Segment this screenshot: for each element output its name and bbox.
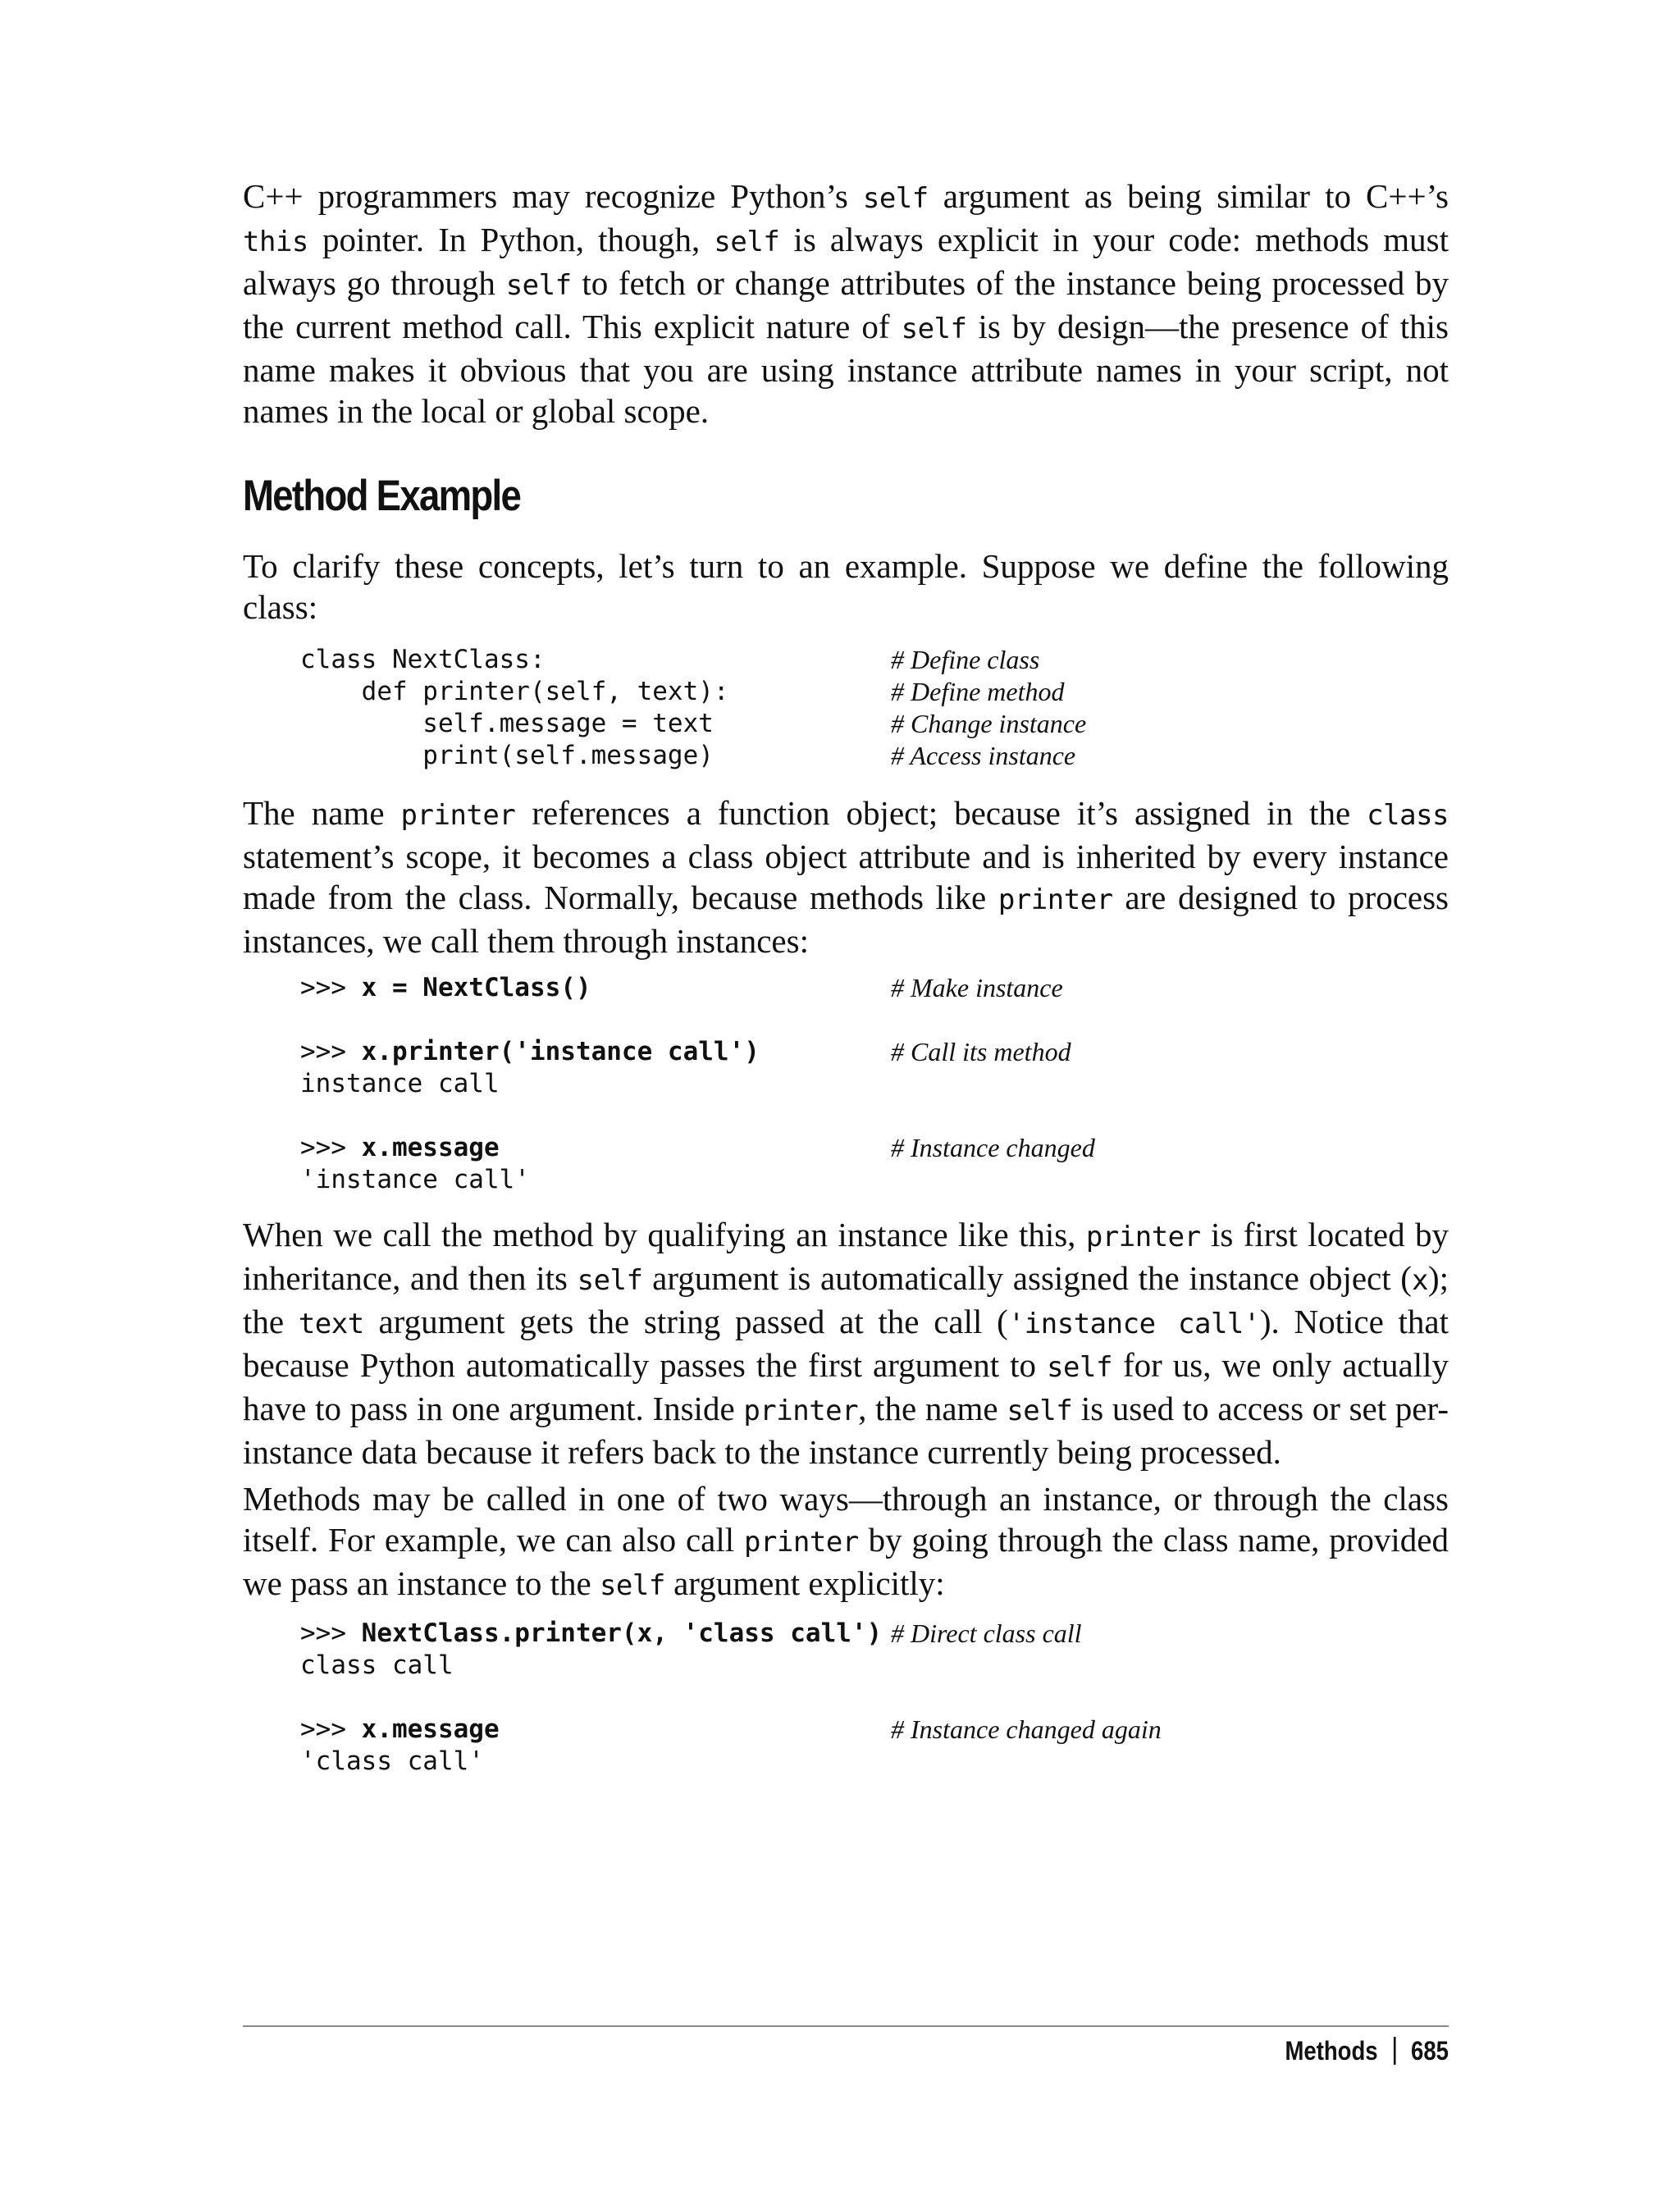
- code-text: self.message = text: [300, 709, 714, 738]
- code-comment: # Direct class call: [891, 1618, 1082, 1648]
- paragraph-two-ways: [243, 1478, 1449, 1606]
- paragraph-intro-example: To clarify these concepts, let’s turn to an example. Suppose we define the following class:: [243, 547, 1449, 626]
- code-line: [300, 1618, 1449, 1650]
- section-heading: Method Example: [243, 472, 521, 520]
- inline-code: printer: [400, 799, 516, 832]
- para2-text-1: The name: [243, 794, 401, 832]
- code-text: [300, 1036, 760, 1068]
- code-input: x = NextClass(): [361, 973, 591, 1002]
- para3-text-6: ). Notice that because Python automatically passes the first argument to: [243, 1303, 1449, 1384]
- prompt: >>>: [300, 1133, 362, 1162]
- code-text: class NextClass:: [300, 645, 546, 674]
- intro-text-5: to fetch or change attributes of the instance being processed by the current method call. This explicit nature of: [243, 264, 1449, 345]
- inline-code: self: [505, 269, 572, 302]
- intro-text-1: C++ programmers may recognize Python’s: [243, 177, 863, 215]
- code-text: [300, 1714, 500, 1746]
- code-line: [300, 1714, 1449, 1746]
- inline-code: self: [901, 313, 967, 345]
- code-text: [300, 1132, 500, 1164]
- inline-code: text: [298, 1308, 364, 1340]
- intro-text-3: pointer. In Python, though,: [308, 221, 714, 258]
- code-line: [300, 644, 1449, 676]
- prompt: >>>: [300, 1618, 362, 1648]
- code-block-class-definition: [300, 644, 1449, 772]
- code-input: x.message: [361, 1133, 500, 1162]
- prompt: >>>: [300, 1037, 362, 1066]
- intro-text-2: argument as being similar to C++’s: [928, 177, 1449, 215]
- code-block-instance-call: [300, 972, 1449, 1196]
- page-number: 685: [1411, 2036, 1449, 2066]
- para3-text-5: argument gets the string passed at the call (: [363, 1303, 1008, 1340]
- footer-section-title: Methods: [1285, 2036, 1378, 2066]
- inline-code: printer: [1085, 1221, 1201, 1253]
- blank-line: [300, 1682, 1449, 1714]
- intro-paragraph: [243, 176, 1449, 431]
- para3-text-2: is first located by inheritance, and then its: [243, 1216, 1449, 1297]
- code-comment: # Make instance: [891, 973, 1063, 1002]
- blank-line: [300, 1100, 1449, 1132]
- footer-separator: [1394, 2037, 1396, 2065]
- code-comment: # Instance changed again: [891, 1714, 1162, 1744]
- code-comment: # Change instance: [891, 709, 1087, 738]
- inline-code: this: [243, 226, 308, 258]
- code-text: def printer(self, text):: [300, 677, 729, 706]
- blank-line: [300, 1004, 1449, 1036]
- inline-code: class: [1367, 799, 1449, 832]
- inline-code: printer: [743, 1395, 859, 1427]
- code-text: [300, 1618, 882, 1650]
- inline-code: 'instance call': [1007, 1308, 1260, 1340]
- prompt: >>>: [300, 973, 362, 1002]
- para4-text-1: Methods may be called in one of two ways—through an instance, or through the class itself. For example, we can also call: [243, 1480, 1449, 1559]
- para3-text-3: argument is automatically assigned the instance object (: [642, 1259, 1412, 1297]
- code-input: x.message: [361, 1714, 500, 1744]
- para2-text-2: references a function object; because it’s assigned in the: [515, 794, 1367, 832]
- code-output: instance call: [300, 1069, 500, 1098]
- code-line: [300, 1068, 1449, 1100]
- para4-text-3: argument explicitly:: [664, 1564, 945, 1602]
- code-comment: # Define method: [891, 677, 1065, 706]
- paragraph-printer-function: [243, 792, 1449, 961]
- inline-code: printer: [998, 883, 1113, 916]
- inline-code: self: [599, 1569, 665, 1602]
- code-output: 'class call': [300, 1746, 484, 1776]
- para2-text-3: statement’s scope, it becomes a class object attribute and is inherited by every instance made from the class. Normally, because methods like: [243, 838, 1449, 916]
- code-line: [300, 740, 1449, 772]
- page-footer: [1285, 2036, 1449, 2066]
- code-output: 'instance call': [300, 1165, 530, 1194]
- para2-text-4: are designed to process instances, we call them through instances:: [243, 879, 1449, 960]
- code-comment: # Access instance: [891, 741, 1076, 770]
- intro-text-6: is by design—the presence of this name makes it obvious that you are using instance attribute names in your script, not names in the local or global scope.: [243, 308, 1449, 430]
- prompt: >>>: [300, 1714, 362, 1744]
- code-output: class call: [300, 1650, 454, 1680]
- code-line: [300, 708, 1449, 740]
- para3-text-8: , the name: [858, 1390, 1007, 1427]
- para3-text-7: for us, we only actually have to pass in one argument. Inside: [243, 1346, 1449, 1427]
- code-line: [300, 676, 1449, 708]
- inline-code: self: [577, 1264, 643, 1297]
- intro-text-4: is always explicit in your code: methods must always go through: [243, 221, 1449, 302]
- code-line: [300, 1650, 1449, 1682]
- code-text: [300, 972, 591, 1004]
- code-text: print(self.message): [300, 741, 714, 770]
- code-comment: # Instance changed: [891, 1133, 1095, 1162]
- inline-code: self: [1007, 1395, 1073, 1427]
- para3-text-4: ); the: [243, 1259, 1449, 1340]
- para4-text-2: by going through the class name, provided we pass an instance to the: [243, 1521, 1449, 1602]
- inline-code: self: [1047, 1351, 1112, 1384]
- code-comment: # Define class: [891, 645, 1040, 674]
- code-line: [300, 972, 1449, 1004]
- inline-code: self: [714, 226, 780, 258]
- inline-code: printer: [743, 1526, 859, 1559]
- paragraph-qualifying-instance: [243, 1214, 1449, 1472]
- code-input: NextClass.printer(x, 'class call'): [361, 1618, 883, 1648]
- code-line: [300, 1132, 1449, 1164]
- para3-text-1: When we call the method by qualifying an instance like this,: [243, 1216, 1086, 1253]
- para3-text-9: is used to access or set per-instance data because it refers back to the instance currently being processed.: [243, 1390, 1449, 1471]
- code-block-class-call: [300, 1618, 1449, 1778]
- code-line: [300, 1746, 1449, 1778]
- footer-rule: [243, 2025, 1449, 2027]
- code-comment: # Call its method: [891, 1037, 1071, 1066]
- code-line: [300, 1164, 1449, 1196]
- code-input: x.printer('instance call'): [361, 1037, 760, 1066]
- code-line: [300, 1036, 1449, 1068]
- inline-code: self: [862, 182, 929, 215]
- inline-code: x: [1411, 1264, 1428, 1297]
